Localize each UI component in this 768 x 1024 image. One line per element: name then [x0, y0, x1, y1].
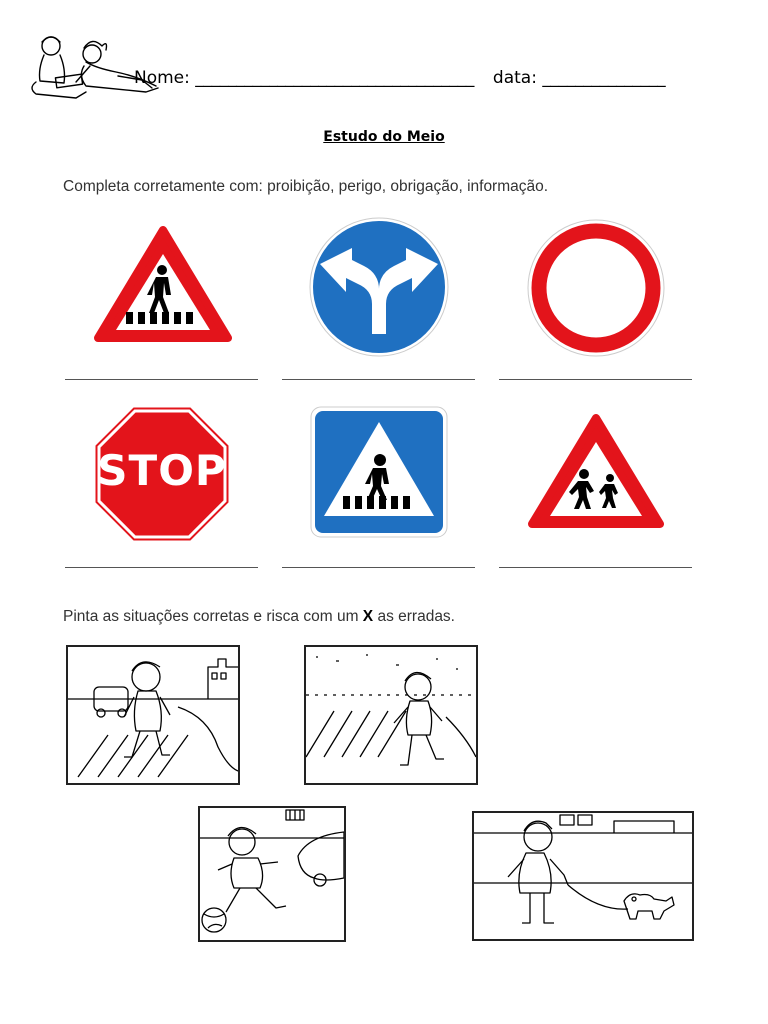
no-vehicles-prohibition-sign-icon — [526, 218, 666, 358]
scene-boy-crossing-with-car[interactable] — [66, 645, 240, 785]
answer-line-6[interactable] — [499, 567, 692, 568]
mandatory-turn-left-or-right-sign-icon — [308, 216, 450, 358]
instruction-signs: Completa corretamente com: proibição, perigo, obrigação, informação. — [63, 178, 549, 195]
name-label: Nome: — [134, 68, 190, 88]
answer-line-1[interactable] — [65, 379, 258, 380]
pedestrian-crossing-information-sign-icon — [310, 406, 448, 538]
scene-boy-chasing-ball[interactable] — [198, 806, 346, 942]
date-field[interactable]: _______________ — [542, 68, 666, 88]
scene-boy-on-crosswalk[interactable] — [304, 645, 478, 785]
scene-boy-walking-dog[interactable] — [472, 811, 694, 941]
answer-line-3[interactable] — [499, 379, 692, 380]
stop-sign-icon — [92, 404, 232, 544]
answer-line-4[interactable] — [65, 567, 258, 568]
name-field[interactable]: __________________________________ — [195, 68, 475, 88]
answer-line-5[interactable] — [282, 567, 475, 568]
instruction-situations — [63, 608, 455, 626]
stop-sign-text: STOP — [97, 446, 227, 495]
instruction-x-mark: X — [362, 608, 374, 625]
answer-line-2[interactable] — [282, 379, 475, 380]
instruction-situations-end: as erradas. — [377, 608, 455, 625]
page-title: Estudo do Meio — [323, 129, 445, 145]
children-crossing-warning-sign-icon — [526, 412, 666, 530]
instruction-situations-text: Pinta as situações corretas e risca com um — [63, 608, 359, 625]
date-label: data: — [492, 68, 537, 88]
pedestrian-crossing-warning-sign-icon — [92, 224, 234, 344]
